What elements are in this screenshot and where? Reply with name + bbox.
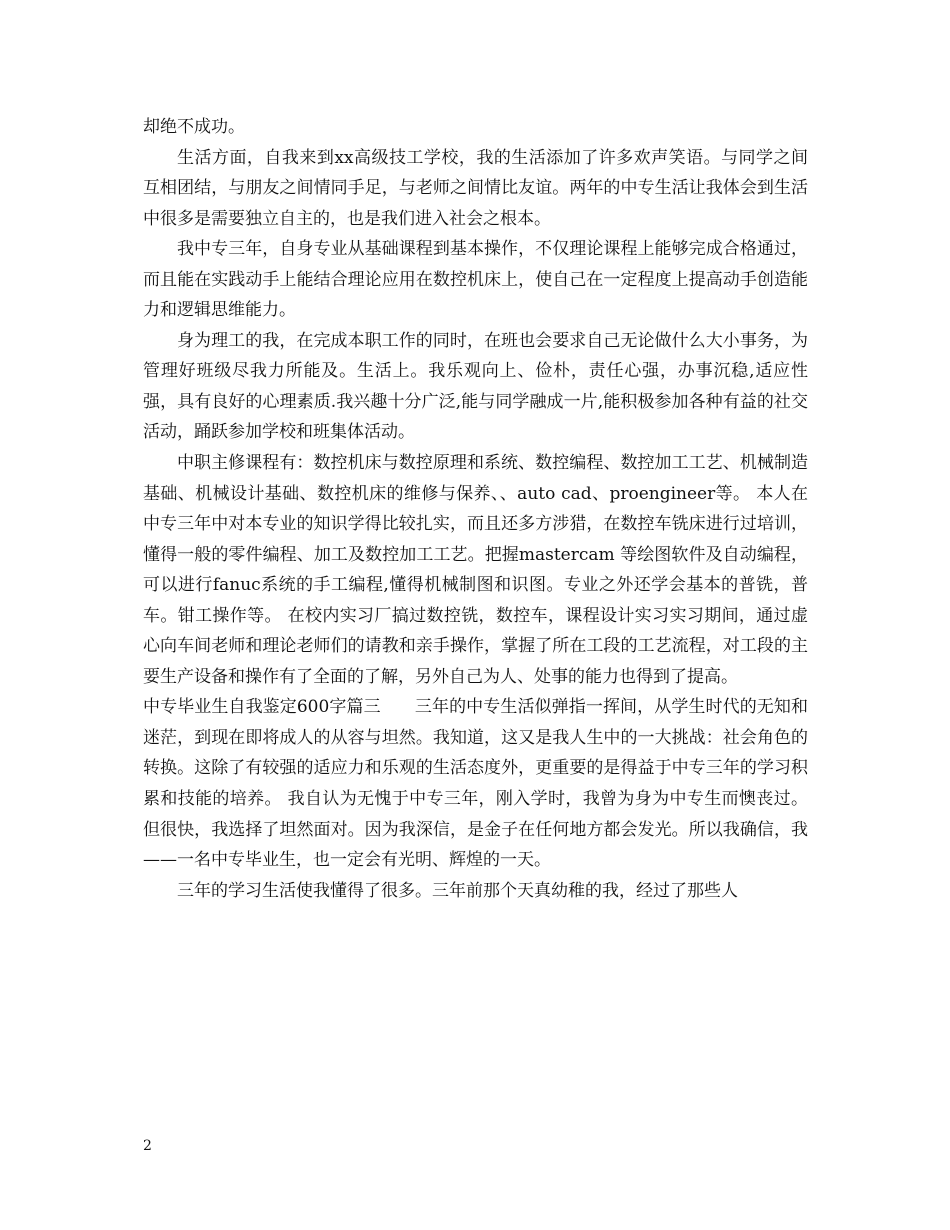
- document-body: [143, 112, 808, 906]
- paragraph-3: 我中专三年，自身专业从基础课程到基本操作，不仅理论课程上能够完成合格通过，而且能在实践动手上能结合理论应用在数控机床上，使自己在一定程度上提高动手创造能力和逻辑思维能力。: [143, 239, 808, 321]
- paragraph-2: 生活方面，自我来到xx高级技工学校，我的生活添加了许多欢声笑语。与同学之间互相团结，与朋友之间情同手足，与老师之间情比友谊。两年的中专生活让我体会到生活中很多是需要独立自主的，也是我们进入社会之根本。: [143, 147, 808, 229]
- paragraph-5: 中职主修课程有：数控机床与数控原理和系统、数控编程、数控加工工艺、机械制造基础、机械设计基础、数控机床的维修与保养、、auto cad、proengineer等。 本人在中专三年中对本专业的知识学得比较扎实，而且还多方涉猎，在数控车铣床进行过培训，懂得一般的零件编程、加工及数控加工工艺。把握mastercam 等绘图软件及自动编程，可以进行fanuc系统的手工编程,懂得机械制图和识图。专业之外还学会基本的普铣，普车。钳工操作等。 在校内实习厂搞过数控铣，数控车，课程设计实习实习期间，通过虚心向车间老师和理论老师们的请教和亲手操作，掌握了所在工段的工艺流程，对工段的主要生产设备和操作有了全面的了解，另外自己为人、处事的能力也得到了提高。: [143, 453, 808, 687]
- paragraph-1: 却绝不成功。: [143, 117, 245, 137]
- page-number: 2: [143, 1138, 152, 1154]
- paragraph-7: 三年的学习生活使我懂得了很多。三年前那个天真幼稚的我，经过了那些人: [177, 880, 738, 901]
- paragraph-4: 身为理工的我，在完成本职工作的同时，在班也会要求自己无论做什么大小事务，为管理好班级尽我力所能及。生活上。我乐观向上、俭朴，责任心强，办事沉稳,适应性强，具有良好的心理素质.我兴趣十分广泛,能与同学融成一片,能积极参加各种有益的社交活动，踊跃参加学校和班集体活动。: [143, 330, 808, 443]
- paragraph-6: 中专毕业生自我鉴定600字篇三 三年的中专生活似弹指一挥间，从学生时代的无知和迷茫，到现在即将成人的从容与坦然。我知道，这又是我人生中的一大挑战：社会角色的转换。这除了有较强的适应力和乐观的生活态度外，更重要的是得益于中专三年的学习积累和技能的培养。 我自认为无愧于中专三年，刚入学时，我曾为身为中专生而懊丧过。但很快，我选择了坦然面对。因为我深信，是金子在任何地方都会发光。所以我确信，我——一名中专毕业生，也一定会有光明、辉煌的一天。: [143, 697, 808, 871]
